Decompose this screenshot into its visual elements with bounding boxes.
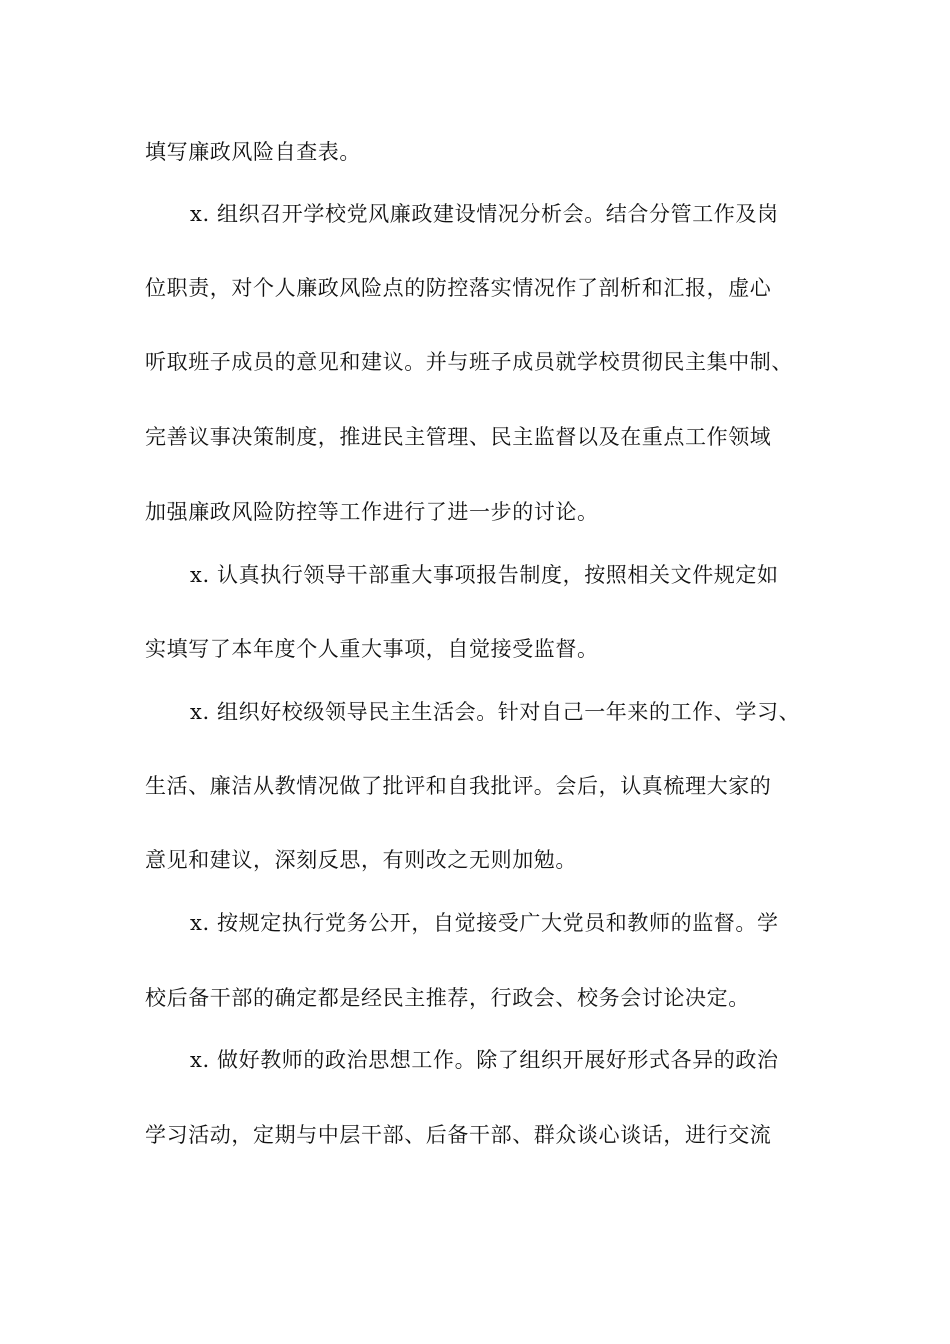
text-line: 完善议事决策制度，推进民主管理、民主监督以及在重点工作领域 xyxy=(145,425,772,449)
text-line: 位职责，对个人廉政风险点的防控落实情况作了剖析和汇报，虚心 xyxy=(145,276,772,300)
text-line: x. 按规定执行党务公开，自觉接受广大党员和教师的监督。学 xyxy=(190,911,779,935)
text-line: 实填写了本年度个人重大事项，自觉接受监督。 xyxy=(145,637,599,661)
text-line: x. 组织好校级领导民主生活会。针对自己一年来的工作、学习、 xyxy=(190,700,801,724)
text-line: 听取班子成员的意见和建议。并与班子成员就学校贯彻民主集中制、 xyxy=(145,350,793,374)
text-line: x. 组织召开学校党风廉政建设情况分析会。结合分管工作及岗 xyxy=(190,202,779,226)
text-line: 意见和建议，深刻反思，有则改之无则加勉。 xyxy=(145,848,577,872)
text-line: 学习活动，定期与中层干部、后备干部、群众谈心谈话，进行交流 xyxy=(145,1123,772,1147)
text-line: 填写廉政风险自查表。 xyxy=(145,140,361,164)
text-line: 生活、廉洁从教情况做了批评和自我批评。会后，认真梳理大家的 xyxy=(145,774,772,798)
text-line: x. 做好教师的政治思想工作。除了组织开展好形式各异的政治 xyxy=(190,1048,779,1072)
text-line: 校后备干部的确定都是经民主推荐，行政会、校务会讨论决定。 xyxy=(145,986,750,1010)
text-line: 加强廉政风险防控等工作进行了进一步的讨论。 xyxy=(145,500,599,524)
text-line: x. 认真执行领导干部重大事项报告制度，按照相关文件规定如 xyxy=(190,563,779,587)
